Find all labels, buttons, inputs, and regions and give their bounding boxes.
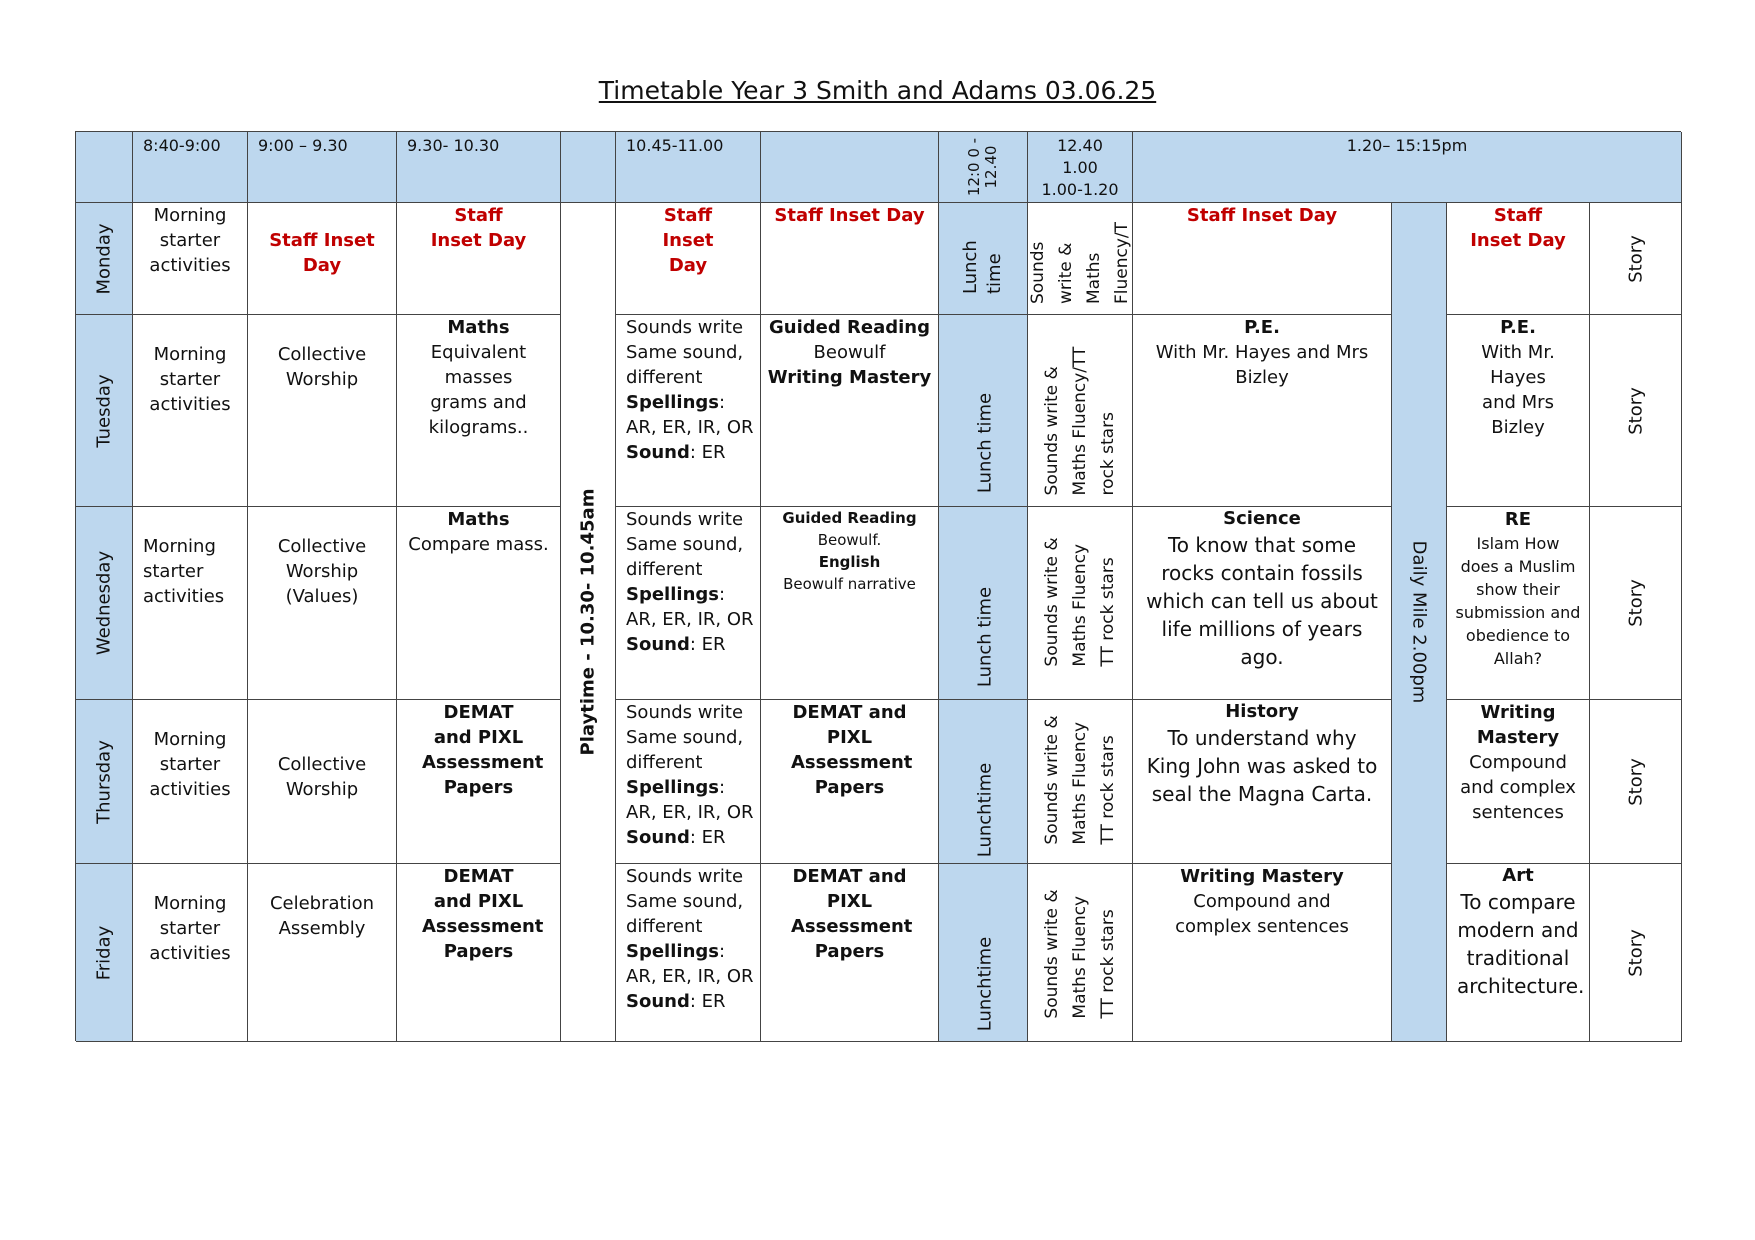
thursday-reading: DEMAT and PIXL Assessment Papers — [761, 700, 939, 864]
monday-reading: Staff Inset Day — [761, 203, 939, 315]
wednesday-lesson1: Maths Compare mass. — [397, 507, 561, 700]
wednesday-story: Story — [1590, 507, 1682, 700]
thursday-after-mile: Writing Mastery Compound and complex sentences — [1447, 700, 1590, 864]
header-empty — [761, 132, 939, 203]
tuesday-sounds: Sounds write Same sound, different Spellings: AR, ER, IR, OR Sound: ER — [616, 315, 761, 507]
friday-afternoon: Writing Mastery Compound and complex sentences — [1133, 864, 1392, 1042]
wednesday-afternoon: Science To know that some rocks contain fossils which can tell us about life millions of years ago. — [1133, 507, 1392, 700]
daily-mile-column: Daily Mile 2.00pm — [1392, 203, 1447, 1042]
tuesday-afternoon: P.E. With Mr. Hayes and Mrs Bizley — [1133, 315, 1392, 507]
wednesday-reading: Guided Reading Beowulf. English Beowulf narrative — [761, 507, 939, 700]
wednesday-after-mile: RE Islam How does a Muslim show their submission and obedience to Allah? — [1447, 507, 1590, 700]
header-playtime — [561, 132, 616, 203]
thursday-afternoon: History To understand why King John was asked to seal the Magna Carta. — [1133, 700, 1392, 864]
monday-after-mile: Staff Inset Day — [1447, 203, 1590, 315]
wednesday-starter: Morning starter activities — [133, 507, 248, 700]
wednesday-worship: Collective Worship (Values) — [248, 507, 397, 700]
tuesday-lesson1: Maths Equivalent masses grams and kilograms.. — [397, 315, 561, 507]
day-tuesday: Tuesday — [76, 315, 133, 507]
header-time-6: 12.40 1.00 1.00-1.20 — [1028, 132, 1133, 203]
friday-lunch: Lunchtime — [939, 864, 1028, 1042]
header-time-7: 1.20– 15:15pm — [1133, 132, 1682, 203]
header-time-3: 9.30- 10.30 — [397, 132, 561, 203]
friday-reading: DEMAT and PIXL Assessment Papers — [761, 864, 939, 1042]
tuesday-story: Story — [1590, 315, 1682, 507]
tuesday-starter: Morning starter activities — [133, 315, 248, 507]
wednesday-sounds: Sounds write Same sound, different Spellings: AR, ER, IR, OR Sound: ER — [616, 507, 761, 700]
header-corner — [76, 132, 133, 203]
header-time-5: 12:0 0 - 12.40 — [939, 132, 1028, 203]
timetable-grid — [75, 131, 1681, 1041]
thursday-story: Story — [1590, 700, 1682, 864]
monday-lesson1: Staff Inset Day — [397, 203, 561, 315]
day-wednesday: Wednesday — [76, 507, 133, 700]
day-thursday: Thursday — [76, 700, 133, 864]
tuesday-reading: Guided Reading Beowulf Writing Mastery — [761, 315, 939, 507]
monday-worship: Staff Inset Day — [248, 203, 397, 315]
monday-story: Story — [1590, 203, 1682, 315]
tuesday-worship: Collective Worship — [248, 315, 397, 507]
friday-worship: Celebration Assembly — [248, 864, 397, 1042]
tuesday-fluency: Sounds write & Maths Fluency/TT rock stars — [1028, 315, 1133, 507]
friday-fluency: Sounds write & Maths Fluency TT rock stars — [1028, 864, 1133, 1042]
thursday-lunch: Lunchtime — [939, 700, 1028, 864]
header-time-1: 8:40-9:00 — [133, 132, 248, 203]
thursday-lesson1: DEMAT and PIXL Assessment Papers — [397, 700, 561, 864]
monday-fluency: Sounds write & Maths Fluency/T — [1028, 203, 1133, 315]
wednesday-lunch: Lunch time — [939, 507, 1028, 700]
friday-story: Story — [1590, 864, 1682, 1042]
day-friday: Friday — [76, 864, 133, 1042]
monday-starter: Morning starter activities — [133, 203, 248, 315]
playtime-column: Playtime - 10.30- 10.45am — [561, 203, 616, 1042]
thursday-worship: Collective Worship — [248, 700, 397, 864]
friday-lesson1: DEMAT and PIXL Assessment Papers — [397, 864, 561, 1042]
tuesday-lunch: Lunch time — [939, 315, 1028, 507]
thursday-fluency: Sounds write & Maths Fluency TT rock stars — [1028, 700, 1133, 864]
tuesday-after-mile: P.E. With Mr. Hayes and Mrs Bizley — [1447, 315, 1590, 507]
monday-sounds: Staff Inset Day — [616, 203, 761, 315]
friday-sounds: Sounds write Same sound, different Spellings: AR, ER, IR, OR Sound: ER — [616, 864, 761, 1042]
header-time-2: 9:00 – 9.30 — [248, 132, 397, 203]
monday-lunch: Lunch time — [939, 203, 1028, 315]
monday-afternoon: Staff Inset Day — [1133, 203, 1392, 315]
day-monday: Monday — [76, 203, 133, 315]
header-time-4: 10.45-11.00 — [616, 132, 761, 203]
thursday-sounds: Sounds write Same sound, different Spellings: AR, ER, IR, OR Sound: ER — [616, 700, 761, 864]
thursday-starter: Morning starter activities — [133, 700, 248, 864]
friday-starter: Morning starter activities — [133, 864, 248, 1042]
wednesday-fluency: Sounds write & Maths Fluency TT rock stars — [1028, 507, 1133, 700]
friday-after-mile: Art To compare modern and traditional architecture. — [1447, 864, 1590, 1042]
page-title: Timetable Year 3 Smith and Adams 03.06.25 — [598, 76, 1157, 105]
